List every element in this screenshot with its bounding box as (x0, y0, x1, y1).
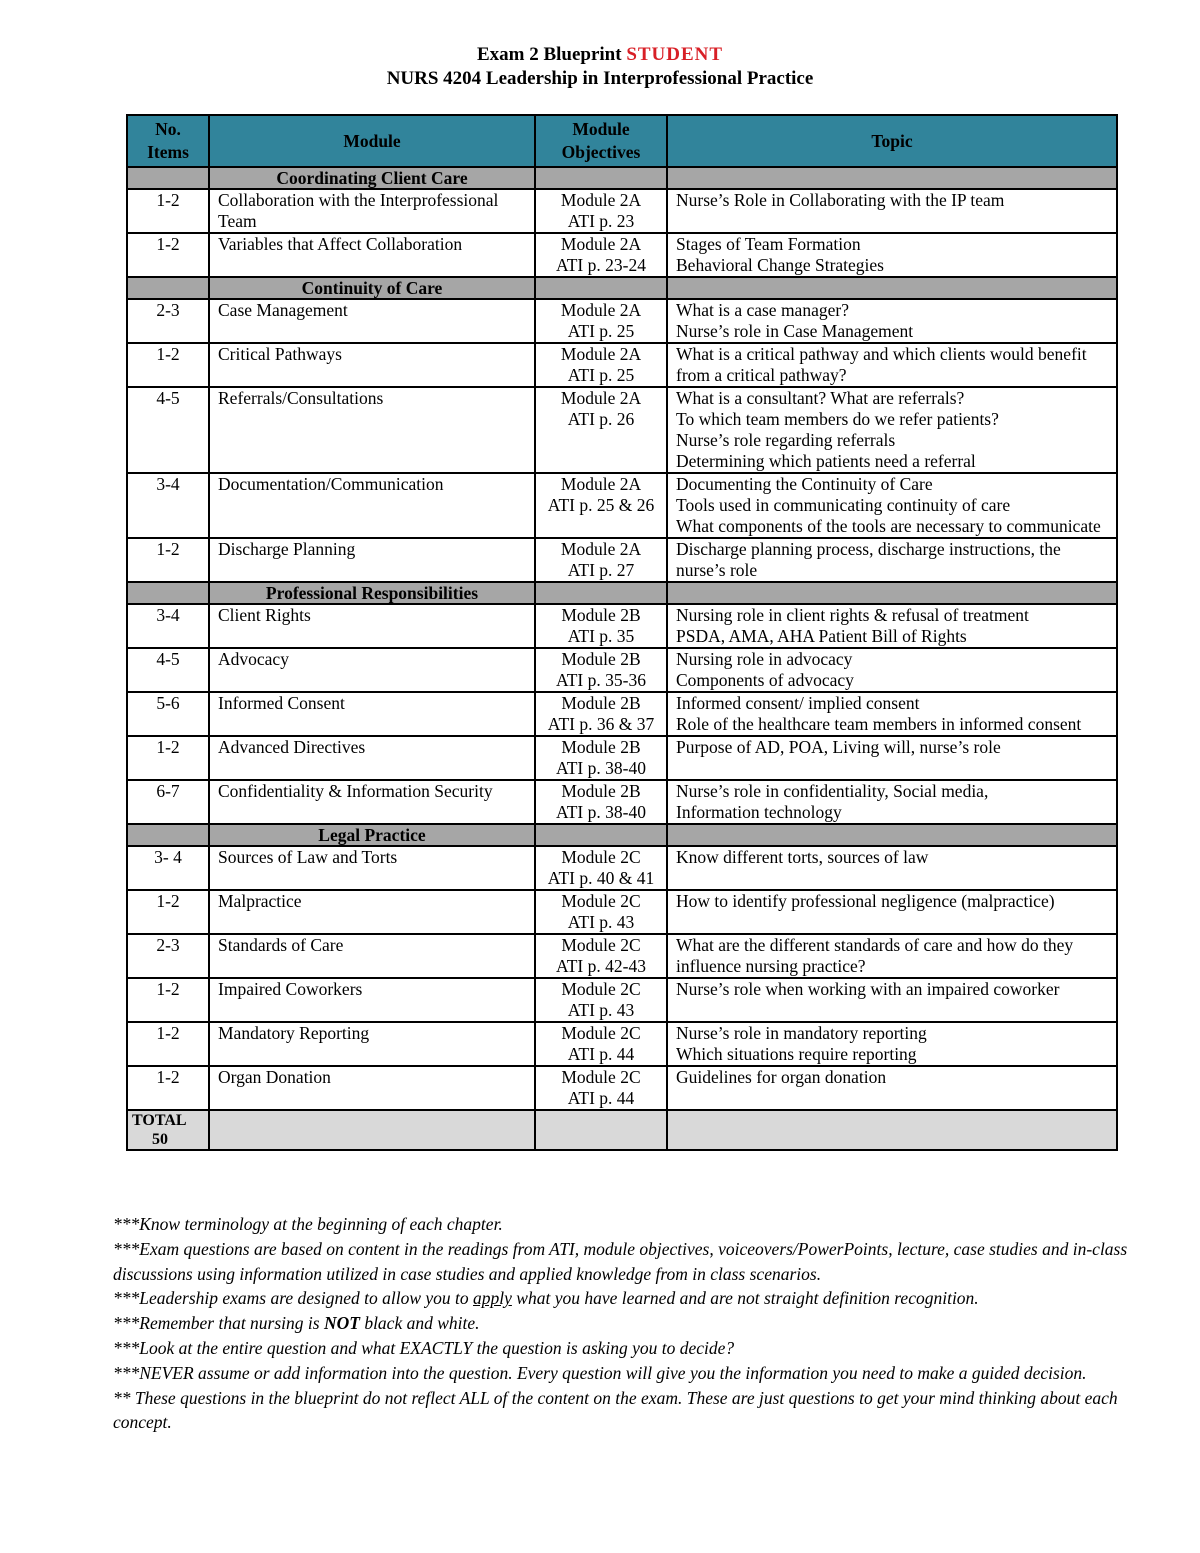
objective-line: ATI p. 35-36 (556, 670, 646, 690)
objective-line: Module 2C (561, 891, 641, 911)
items-cell: 2-3 (127, 299, 209, 343)
module-cell: Case Management (209, 299, 535, 343)
topic-line: Nurse’s role in Case Management (676, 321, 914, 341)
objective-line: Module 2A (560, 539, 642, 559)
objectives-cell (535, 780, 667, 824)
objective-line: Module 2A (560, 388, 642, 408)
note-4-bold: NOT (323, 1313, 360, 1334)
total-label: TOTAL (132, 1112, 187, 1129)
note-3-underlined: apply (473, 1288, 512, 1309)
col-header-topic: Topic (667, 115, 1117, 167)
total-row (127, 1110, 1117, 1150)
topic-line: Behavioral Change Strategies (676, 255, 884, 275)
objective-line: Module 2C (561, 1067, 641, 1087)
objective-line: ATI p. 25 (567, 321, 635, 341)
section-empty-cell (535, 824, 667, 846)
objectives-cell (535, 978, 667, 1022)
table-header-row (127, 115, 1117, 167)
objective-line: Module 2B (561, 737, 641, 757)
note-4-pre: ***Remember that nursing is (113, 1313, 324, 1334)
section-empty-cell (667, 167, 1117, 189)
topic-cell (667, 604, 1117, 648)
objectives-cell (535, 604, 667, 648)
table-row (127, 189, 1117, 233)
topic-line: Nursing role in client rights & refusal of treatment (676, 605, 1029, 625)
blueprint-table (126, 114, 1118, 1151)
topic-line: Nursing role in advocacy (676, 649, 853, 669)
topic-cell (667, 189, 1117, 233)
objective-line: Module 2C (561, 979, 641, 999)
items-cell: 4-5 (127, 387, 209, 473)
items-cell: 1-2 (127, 736, 209, 780)
topic-cell (667, 233, 1117, 277)
objective-line: Module 2C (561, 847, 641, 867)
module-cell: Advocacy (209, 648, 535, 692)
objective-line: ATI p. 42-43 (556, 956, 646, 976)
topic-line: To which team members do we refer patients? (676, 409, 999, 429)
total-empty-topic (667, 1110, 1117, 1150)
col-header-items: No. Items (127, 115, 209, 167)
objectives-cell (535, 1022, 667, 1066)
objectives-cell (535, 233, 667, 277)
topic-line: What is a critical pathway and which clients would benefit from a critical pathway? (676, 344, 1087, 385)
objective-line: ATI p. 36 & 37 (547, 714, 655, 734)
total-cell (127, 1110, 209, 1150)
col-header-objectives: Module Objectives (535, 115, 667, 167)
objective-line: ATI p. 23 (567, 211, 635, 231)
topic-line: PSDA, AMA, AHA Patient Bill of Rights (676, 626, 967, 646)
topic-line: Discharge planning process, discharge instructions, the nurse’s role (676, 539, 1061, 580)
objective-line: ATI p. 44 (567, 1088, 635, 1108)
module-cell: Organ Donation (209, 1066, 535, 1110)
objectives-cell (535, 473, 667, 538)
topic-cell (667, 890, 1117, 934)
items-cell: 4-5 (127, 648, 209, 692)
section-empty-cell (127, 167, 209, 189)
module-cell: Mandatory Reporting (209, 1022, 535, 1066)
table-row (127, 1022, 1117, 1066)
items-cell: 1-2 (127, 343, 209, 387)
topic-cell (667, 343, 1117, 387)
objectives-cell (535, 736, 667, 780)
objectives-cell (535, 692, 667, 736)
objective-line: ATI p. 26 (567, 409, 635, 429)
items-cell: 3- 4 (127, 846, 209, 890)
topic-line: Determining which patients need a referral (676, 451, 976, 471)
topic-line: Guidelines for organ donation (676, 1067, 887, 1087)
note-7: ** These questions in the blueprint do not reflect ALL of the content on the exam. These are just questions to get your mind thinking about each concept. (113, 1387, 1118, 1433)
topic-cell (667, 299, 1117, 343)
topic-line: What is a consultant? What are referrals? (676, 388, 965, 408)
section-empty-cell (667, 582, 1117, 604)
module-cell: Client Rights (209, 604, 535, 648)
topic-cell (667, 648, 1117, 692)
items-cell: 2-3 (127, 934, 209, 978)
course-title: NURS 4204 Leadership in Interprofessional Practice (386, 68, 814, 89)
module-cell: Variables that Affect Collaboration (209, 233, 535, 277)
items-cell: 3-4 (127, 473, 209, 538)
note-3-post: what you have learned and are not straight definition recognition. (511, 1288, 979, 1309)
table-row (127, 604, 1117, 648)
items-cell: 5-6 (127, 692, 209, 736)
module-cell: Confidentiality & Information Security (209, 780, 535, 824)
items-cell: 1-2 (127, 890, 209, 934)
topic-line: Purpose of AD, POA, Living will, nurse’s role (676, 737, 1001, 757)
topic-cell (667, 780, 1117, 824)
table-row (127, 473, 1117, 538)
topic-line: Informed consent/ implied consent (676, 693, 920, 713)
topic-cell (667, 736, 1117, 780)
topic-cell (667, 538, 1117, 582)
module-cell: Collaboration with the Interprofessional Team (209, 189, 535, 233)
objective-line: ATI p. 44 (567, 1044, 635, 1064)
objective-line: ATI p. 40 & 41 (547, 868, 655, 888)
section-empty-cell (535, 277, 667, 299)
section-row (127, 167, 1117, 189)
objective-line: Module 2B (561, 781, 641, 801)
objectives-cell (535, 538, 667, 582)
module-cell: Advanced Directives (209, 736, 535, 780)
module-cell: Documentation/Communication (209, 473, 535, 538)
table-row (127, 1066, 1117, 1110)
topic-cell (667, 387, 1117, 473)
module-cell: Referrals/Consultations (209, 387, 535, 473)
items-cell: 1-2 (127, 978, 209, 1022)
objective-line: Module 2A (560, 234, 642, 254)
objectives-cell (535, 648, 667, 692)
table-row (127, 648, 1117, 692)
topic-line: What are the different standards of care and how do they influence nursing practice? (676, 935, 1074, 976)
section-row (127, 582, 1117, 604)
objective-line: ATI p. 38-40 (556, 802, 646, 822)
table-row (127, 538, 1117, 582)
topic-cell (667, 1022, 1117, 1066)
topic-cell (667, 934, 1117, 978)
table-row (127, 890, 1117, 934)
section-title: Coordinating Client Care (209, 167, 535, 189)
section-row (127, 824, 1117, 846)
topic-line: How to identify professional negligence (malpractice) (676, 891, 1055, 911)
module-cell: Informed Consent (209, 692, 535, 736)
total-value: 50 (152, 1131, 168, 1148)
objectives-cell (535, 299, 667, 343)
topic-cell (667, 692, 1117, 736)
objective-line: ATI p. 43 (567, 912, 635, 932)
objectives-cell (535, 934, 667, 978)
objective-line: Module 2A (560, 300, 642, 320)
note-3 (113, 1286, 1153, 1311)
objective-line: ATI p. 38-40 (556, 758, 646, 778)
note-3-pre: ***Leadership exams are designed to allow you to (113, 1288, 474, 1309)
topic-cell (667, 473, 1117, 538)
items-cell: 6-7 (127, 780, 209, 824)
topic-line: Information technology (676, 802, 842, 822)
items-cell: 3-4 (127, 604, 209, 648)
total-empty-objectives (535, 1110, 667, 1150)
table-row (127, 299, 1117, 343)
section-empty-cell (127, 824, 209, 846)
note-4-post: black and white. (359, 1313, 480, 1334)
objective-line: Module 2C (561, 935, 641, 955)
note-6: ***NEVER assume or add information into the question. Every question will give you the information you need to make a guided decision. (113, 1362, 1087, 1383)
objective-line: Module 2A (560, 474, 642, 494)
topic-line: Components of advocacy (676, 670, 854, 690)
table-row (127, 692, 1117, 736)
title-highlight: STUDENT (626, 44, 724, 65)
topic-line: Tools used in communicating continuity of care (676, 495, 1011, 515)
section-empty-cell (667, 824, 1117, 846)
table-row (127, 846, 1117, 890)
table-row (127, 387, 1117, 473)
note-5: ***Look at the entire question and what EXACTLY the question is asking you to decide? (113, 1337, 735, 1358)
items-cell: 1-2 (127, 233, 209, 277)
objectives-cell (535, 343, 667, 387)
document-title (0, 44, 1200, 66)
topic-line: Stages of Team Formation (676, 234, 861, 254)
objective-line: ATI p. 25 (567, 365, 635, 385)
table-body (127, 167, 1117, 1110)
objective-line: ATI p. 43 (567, 1000, 635, 1020)
table-row (127, 233, 1117, 277)
items-cell: 1-2 (127, 1066, 209, 1110)
table-row (127, 736, 1117, 780)
objective-line: ATI p. 25 & 26 (547, 495, 655, 515)
col-header-module: Module (209, 115, 535, 167)
objectives-cell (535, 1066, 667, 1110)
module-cell: Critical Pathways (209, 343, 535, 387)
module-cell: Discharge Planning (209, 538, 535, 582)
notes-section (113, 1212, 1153, 1435)
section-empty-cell (535, 582, 667, 604)
topic-line: Know different torts, sources of law (676, 847, 929, 867)
objective-line: Module 2C (561, 1023, 641, 1043)
topic-line: Nurse’s role when working with an impaired coworker (676, 979, 1060, 999)
note-1: ***Know terminology at the beginning of each chapter. (113, 1214, 503, 1234)
objectives-cell (535, 189, 667, 233)
topic-line: Nurse’s role in mandatory reporting (676, 1023, 927, 1043)
topic-line: Documenting the Continuity of Care (676, 474, 933, 494)
section-row (127, 277, 1117, 299)
objectives-cell (535, 846, 667, 890)
topic-cell (667, 1066, 1117, 1110)
items-cell: 1-2 (127, 1022, 209, 1066)
objective-line: Module 2B (561, 693, 641, 713)
objective-line: ATI p. 35 (567, 626, 635, 646)
section-empty-cell (127, 277, 209, 299)
section-empty-cell (535, 167, 667, 189)
table-row (127, 934, 1117, 978)
objective-line: ATI p. 23-24 (556, 255, 646, 275)
topic-line: Nurse’s role in confidentiality, Social media, (676, 781, 989, 801)
title-prefix: Exam 2 Blueprint (476, 44, 622, 65)
section-title: Professional Responsibilities (209, 582, 535, 604)
note-2: ***Exam questions are based on content in the readings from ATI, module objectives, voiceovers/PowerPoints, lecture, case studies and in-class discussions using information utilized in case studies and applied knowledge from in class scenarios. (113, 1238, 1128, 1284)
objective-line: Module 2B (561, 649, 641, 669)
objective-line: Module 2B (561, 605, 641, 625)
objective-line: ATI p. 27 (567, 560, 635, 580)
objective-line: Module 2A (560, 190, 642, 210)
topic-line: Nurse’s role regarding referrals (676, 430, 896, 450)
topic-cell (667, 978, 1117, 1022)
note-4 (113, 1311, 1153, 1336)
items-cell: 1-2 (127, 189, 209, 233)
section-empty-cell (667, 277, 1117, 299)
topic-line: Nurse’s Role in Collaborating with the IP team (676, 190, 1005, 210)
section-title: Legal Practice (209, 824, 535, 846)
table-row (127, 978, 1117, 1022)
table-row (127, 343, 1117, 387)
module-cell: Impaired Coworkers (209, 978, 535, 1022)
module-cell: Sources of Law and Torts (209, 846, 535, 890)
topic-line: What is a case manager? (676, 300, 849, 320)
section-empty-cell (127, 582, 209, 604)
topic-line: What components of the tools are necessary to communicate (676, 516, 1101, 536)
objective-line: Module 2A (560, 344, 642, 364)
section-title: Continuity of Care (209, 277, 535, 299)
table-row (127, 780, 1117, 824)
objectives-cell (535, 387, 667, 473)
objectives-cell (535, 890, 667, 934)
total-empty-module (209, 1110, 535, 1150)
module-cell: Standards of Care (209, 934, 535, 978)
items-cell: 1-2 (127, 538, 209, 582)
topic-line: Which situations require reporting (676, 1044, 917, 1064)
topic-line: Role of the healthcare team members in informed consent (676, 714, 1082, 734)
topic-cell (667, 846, 1117, 890)
module-cell: Malpractice (209, 890, 535, 934)
